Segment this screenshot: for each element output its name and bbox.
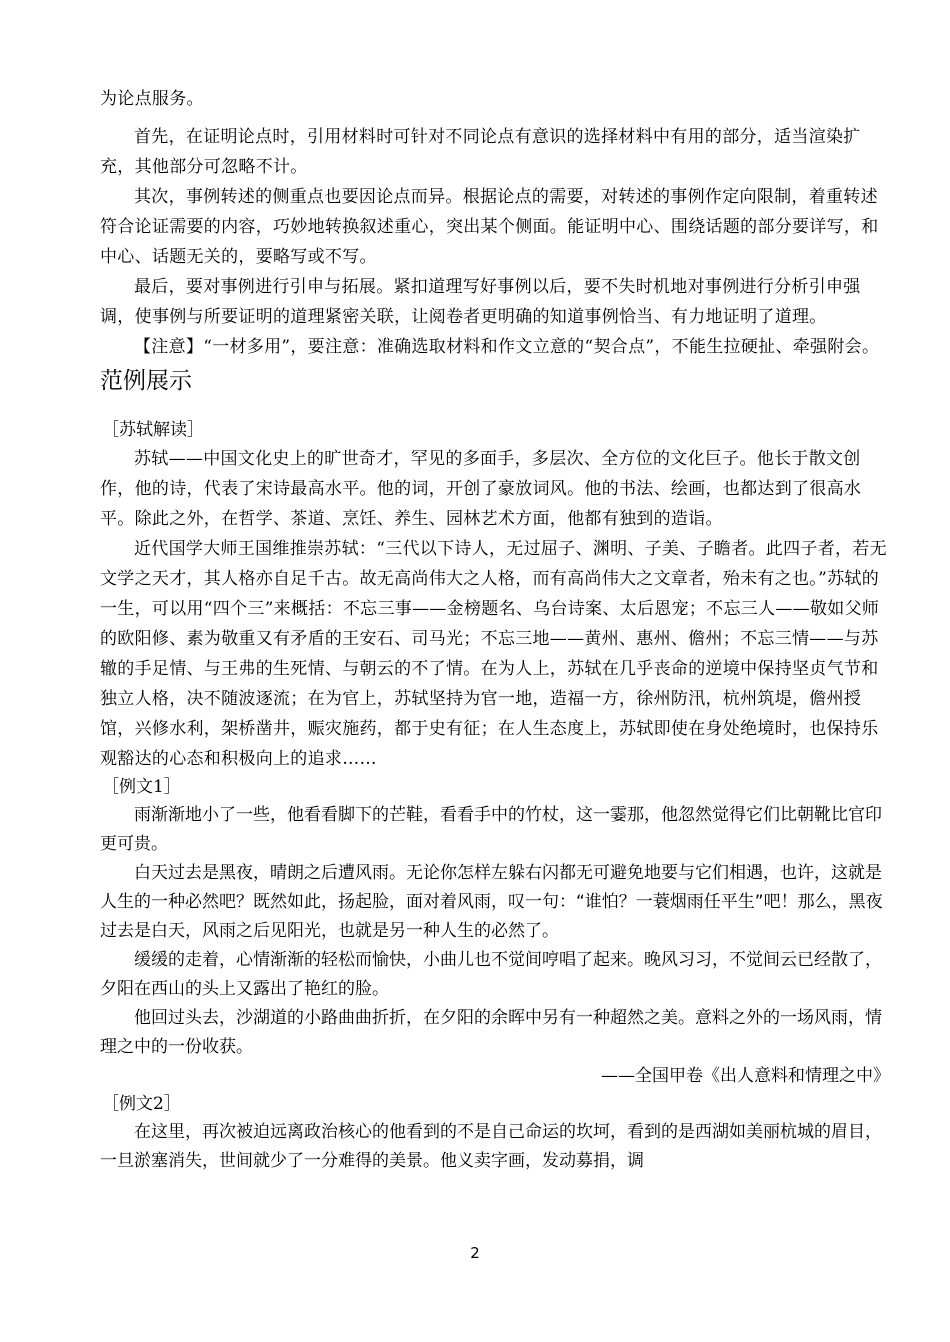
section-tag: ［例文1］ <box>102 777 181 798</box>
paragraph: 雨渐渐地小了一些，他看看脚下的芒鞋，看看手中的竹杖，这一霎那，他忽然觉得它们比朝靴比官印更可贵。 <box>100 805 882 855</box>
paragraph: 他回过头去，沙湖道的小路曲曲折折，在夕阳的余晖中另有一种超然之美。意料之外的一场风雨，情理之中的一份收获。 <box>100 1008 882 1058</box>
spacer <box>100 114 890 122</box>
paragraph: 其次，事例转述的侧重点也要因论点而异。根据论点的需要，对转述的事例作定向限制，着重转述符合论证需要的内容，巧妙地转换叙述重心，突出某个侧面。能证明中心、围绕话题的部分要详写，和中心、话题无关的，要略写或不写。 <box>100 187 879 267</box>
paragraph: 为论点服务。 <box>100 89 204 109</box>
section-tag: ［例文2］ <box>102 1094 181 1115</box>
source-citation: ——全国甲卷《出人意料和情理之中》 <box>601 1066 890 1087</box>
paragraph: 在这里，再次被迫远离政治核心的他看到的不是自己命运的坎坷，看到的是西湖如美丽杭城的眉目，一旦淤塞消失，世间就少了一分难得的美景。他义卖字画，发动募捐，调 <box>100 1122 882 1172</box>
paragraph: 近代国学大师王国维推崇苏轼：“三代以下诗人，无过屈子、渊明、子美、子瞻者。此四子者，若无文学之天才，其人格亦自足千古。故无高尚伟大之人格，而有高尚伟大之文章者，殆未有之也。”苏轼的一生，可以用“四个三”来概括：不忘三事——金榜题名、乌台诗案、太后恩宠；不忘三人——敬如父师的欧阳修、素为敬重又有矛盾的王安石、司马光；不忘三地——黄州、惠州、儋州；不忘三情——与苏辙的手足情、与王弗的生死情、与朝云的不了情。在为人上，苏轼在几乎丧命的逆境中保持坚贞气节和独立人格，决不随波逐流；在为官上，苏轼坚持为官一地，造福一方，徐州防汛，杭州筑堤，儋州授馆，兴修水利，架桥凿井，赈灾施药，都于史有征；在人生态度上，苏轼即使在身处绝境时，也保持乐观豁达的心态和积极向上的追求…… <box>100 539 887 770</box>
paragraph: 首先，在证明论点时，引用材料时可针对不同论点有意识的选择材料中有用的部分，适当渲染扩充，其他部分可忽略不计。 <box>100 127 861 177</box>
section-tag: ［苏轼解读］ <box>102 420 204 441</box>
page-number: 2 <box>470 1244 480 1262</box>
paragraph: 白天过去是黑夜，晴朗之后遭风雨。无论你怎样左躲右闪都无可避免地要与它们相遇，也许，这就是人生的一种必然吧？既然如此，扬起脸，面对着风雨，叹一句：“谁怕？一蓑烟雨任平生”吧！那么，黑夜过去是白天，风雨之后见阳光，也就是另一种人生的必然了。 <box>100 863 883 942</box>
document-body <box>100 84 890 1176</box>
note-paragraph: 【注意】“一材多用”，要注意：准确选取材料和作文立意的“契合点”，不能生拉硬扯、牵强附会。 <box>134 337 880 357</box>
paragraph: 苏轼——中国文化史上的旷世奇才，罕见的多面手，多层次、全方位的文化巨子。他长于散文创作，他的诗，代表了宋诗最高水平。他的词，开创了豪放词风。他的书法、绘画，也都达到了很高水平。除此之外，在哲学、茶道、烹饪、养生、园林艺术方面，他都有独到的造诣。 <box>100 449 862 530</box>
section-heading: 范例展示 <box>100 368 192 394</box>
paragraph: 最后，要对事例进行引申与拓展。紧扣道理写好事例以后，要不失时机地对事例进行分析引申强调，使事例与所要证明的道理紧密关联，让阅卷者更明确的知道事例恰当、有力地证明了道理。 <box>100 277 861 327</box>
paragraph: 缓缓的走着，心情渐渐的轻松而愉快，小曲儿也不觉间哼唱了起来。晚风习习，不觉间云已经散了，夕阳在西山的头上又露出了艳红的脸。 <box>100 950 882 1000</box>
